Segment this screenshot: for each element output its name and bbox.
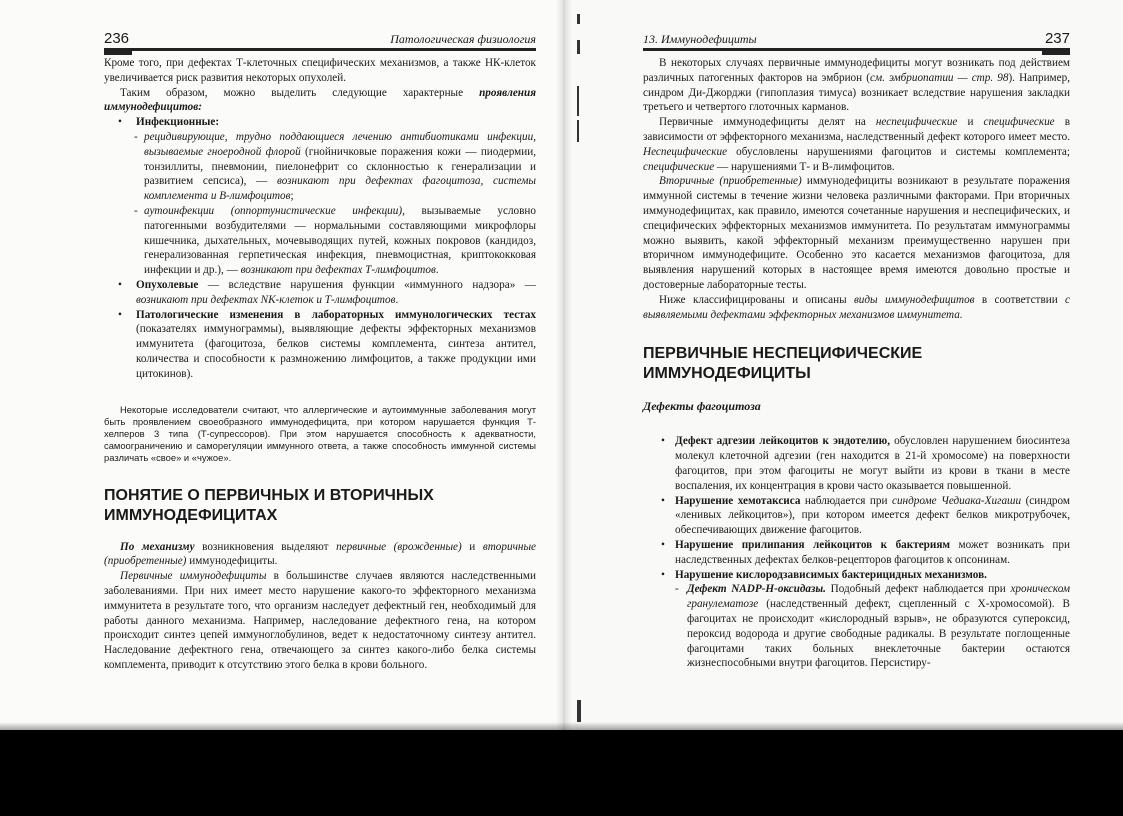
dash-icon: - (675, 583, 679, 596)
scan-artifact (577, 14, 580, 24)
paragraph: Вторичные (приобретенные) иммунодефициты возникают в результате поражения иммунной системы в течение жизни человека различными факторами. При вторичных иммунодефицитах, как правило, имеются сочетанные нарушения и неспецифических, и специфических эффекторных механизмов иммунитета. По результатам иммунограммы можно выявить, какой эффекторный механизм преимущественно нарушен при вторичном иммунодефиците. Особенно это касается механизмов фагоцитоза, для выявления нарушений которых в настоящее время имеются довольно простые и достоверные лабораторные тесты. (643, 175, 1070, 291)
left-page (0, 0, 563, 730)
bullet-icon: • (118, 116, 122, 129)
list-item: • Нарушение прилипания лейкоцитов к бактериям может возникать при наследственных дефектах белков-рецепторов фагоцитов к опсонинам. (661, 538, 1070, 566)
right-text-column (643, 56, 1070, 671)
left-page-header (104, 30, 536, 51)
scan-artifact (577, 86, 579, 116)
section-title: ПОНЯТИЕ О ПЕРВИЧНЫХ И ВТОРИЧНЫХ ИММУНОДЕФИЦИТАХ (104, 486, 434, 524)
dash-icon: - (134, 130, 138, 143)
running-title: Патологическая физиология (390, 32, 536, 46)
section-title: ПЕРВИЧНЫЕ НЕСПЕЦИФИЧЕСКИЕ ИММУНОДЕФИЦИТЫ (643, 345, 923, 383)
page-number: 236 (104, 30, 130, 47)
dash-icon: - (134, 204, 138, 217)
bullet-icon: • (118, 278, 122, 291)
list-item: • Дефект адгезии лейкоцитов к эндотелию, обусловлен нарушением биосинтеза молекул клеточной адгезии (ген находится в 21-й хромосоме) на поверхности фагоцитов, при этом фагоциты не могут выйти из крови в ткани в месте воспаления, их концентрация в крови часто оказывается повышенной. (661, 435, 1070, 492)
running-title: 13. Иммунодефициты (643, 32, 757, 46)
sub-list-item: - аутоинфекции (оппортунистические инфекции), вызываемые условно патогенными возбудителями — нормальными составляющими микрофлоры кишечника, дыхательных, мочевыводящих путей, кожных покровов (кандидоз, генерализованная герпетическая инфекция, пневмоцистная, криптококковая инфекции и др.), — возникают при дефектах Т-лимфоцитов. (134, 204, 536, 277)
list-item: • Патологические изменения в лабораторных иммунологических тестах (показателях иммунограммы), выявляющие дефекты эффекторных механизмов иммунитета (фагоцитоза, белков системы комплемента, синтеза антител, количества и способности к размножению лимфоцитов, а также продукции ими цитокинов). (118, 308, 536, 380)
note-paragraph: Некоторые исследователи считают, что аллергические и аутоиммунные заболевания могут быть проявлением своеобразного иммунодефицита, при котором нарушается функция Т-хелперов 3 типа (Т-супрессоров). При этом нарушается способность к адекватности, самоограничению и саморегуляции иммунного ответа, а также способность иммунной системы различать «свое» и «чужое». (104, 403, 536, 463)
page-number-bar (104, 50, 132, 55)
right-page-header (643, 30, 1070, 51)
scan-artifact (577, 40, 580, 54)
bullet-icon: • (661, 538, 665, 551)
book-gutter (556, 0, 572, 730)
bullet-icon: • (661, 435, 665, 448)
paragraph: В некоторых случаях первичные иммунодефициты могут возникать под действием различных патогенных факторов на эмбрион (см. эмбриопатии — стр. 98). Например, синдром Ди-Джорджи (гипоплазия тимуса) возникает вследствие нарушения закладки третьего и четвертого глоточных карманов. (643, 57, 1070, 114)
paragraph: Таким образом, можно выделить следующие характерные проявления иммунодефицитов: (104, 86, 536, 114)
bullet-icon: • (661, 494, 665, 507)
page-number-bar (1042, 50, 1070, 55)
scan-artifact (577, 700, 581, 722)
right-page (563, 0, 1123, 730)
page-number: 237 (1044, 30, 1070, 47)
left-text-column (104, 56, 536, 673)
paragraph: Первичные иммунодефициты делят на неспецифические и специфические в зависимости от эффекторного механизма, наследственный дефект которого имеет место. Неспецифические обусловлены нарушениями фагоцитов и системы комплемента; специфические — нарушениями Т- и В-лимфоцитов. (643, 116, 1070, 173)
paragraph: Первичные иммунодефициты в большинстве случаев являются наследственными заболеваниями. При них имеет место нарушение какого-то эффекторного механизма иммунитета в результате того, что организм наследует дефектный ген, необходимый для работы данного механизма. Например, наследование дефектного гена, на котором происходит синтез цепей иммуноглобулинов, ведет к недостаточному синтезу антител. Наследование дефектного гена, отвечающего за синтез какого-либо белка системы комплемента, приводит к отсутствию этого белка в крови больного. (104, 570, 536, 671)
subsection-title: Дефекты фагоцитоза (643, 399, 761, 414)
list-item: • Нарушение хемотаксиса наблюдается при синдроме Чедиака-Хигаши (синдром «ленивых лейкоцитов»), при котором имеется дефект белков микротрубочек, обеспечивающих движение фагоцитов. (661, 494, 1070, 537)
list-label: Инфекционные: (136, 116, 220, 129)
bullet-icon: • (661, 568, 665, 581)
sub-list-item: - рецидивирующие, трудно поддающиеся лечению антибиотиками инфекции, вызываемые гноеродной флорой (гнойничковые поражения кожи — пиодермии, тонзиллиты, пневмонии, пиелонефрит со склонностью к генерализации и развитием сепсиса), — возникают при дефектах фагоцитоза, системы комплемента и В-лимфоцитов; (134, 130, 536, 203)
page-bottom-shadow (0, 722, 1123, 730)
list-item: • Нарушение кислородзависимых бактерицидных механизмов. (661, 568, 987, 581)
sub-list-item: - Дефект NADP-Н-оксидазы. Подобный дефект наблюдается при хроническом гранулематозе (наследственный дефект, сцепленный с Х-хромосомой). В фагоцитах не происходит «кислородный взрыв», не образуются супероксид, пероксид водорода и другие свободные радикалы. В результате поглощенные фагоцитами таких больных внеклеточные бактерии остаются жизнеспособными внутри фагоцитов. Персистиру- (675, 583, 1070, 670)
scan-artifact (577, 120, 579, 142)
list-item (104, 115, 536, 130)
list-item: • Опухолевые — вследствие нарушения функции «иммунного надзора» — возникают при дефектах NK-клеток и Т-лимфоцитов. (118, 278, 536, 306)
bullet-icon: • (118, 308, 122, 321)
paragraph: Кроме того, при дефектах Т-клеточных специфических механизмов, а также НК-клеток увеличивается риск развития некоторых опухолей. (104, 57, 536, 84)
paragraph: Ниже классифицированы и описаны виды иммунодефицитов в соответствии с выявляемыми дефектами эффекторных механизмов иммунитета. (643, 293, 1070, 321)
paragraph: По механизму возникновения выделяют первичные (врожденные) и вторичные (приобретенные) иммунодефициты. (104, 540, 537, 568)
